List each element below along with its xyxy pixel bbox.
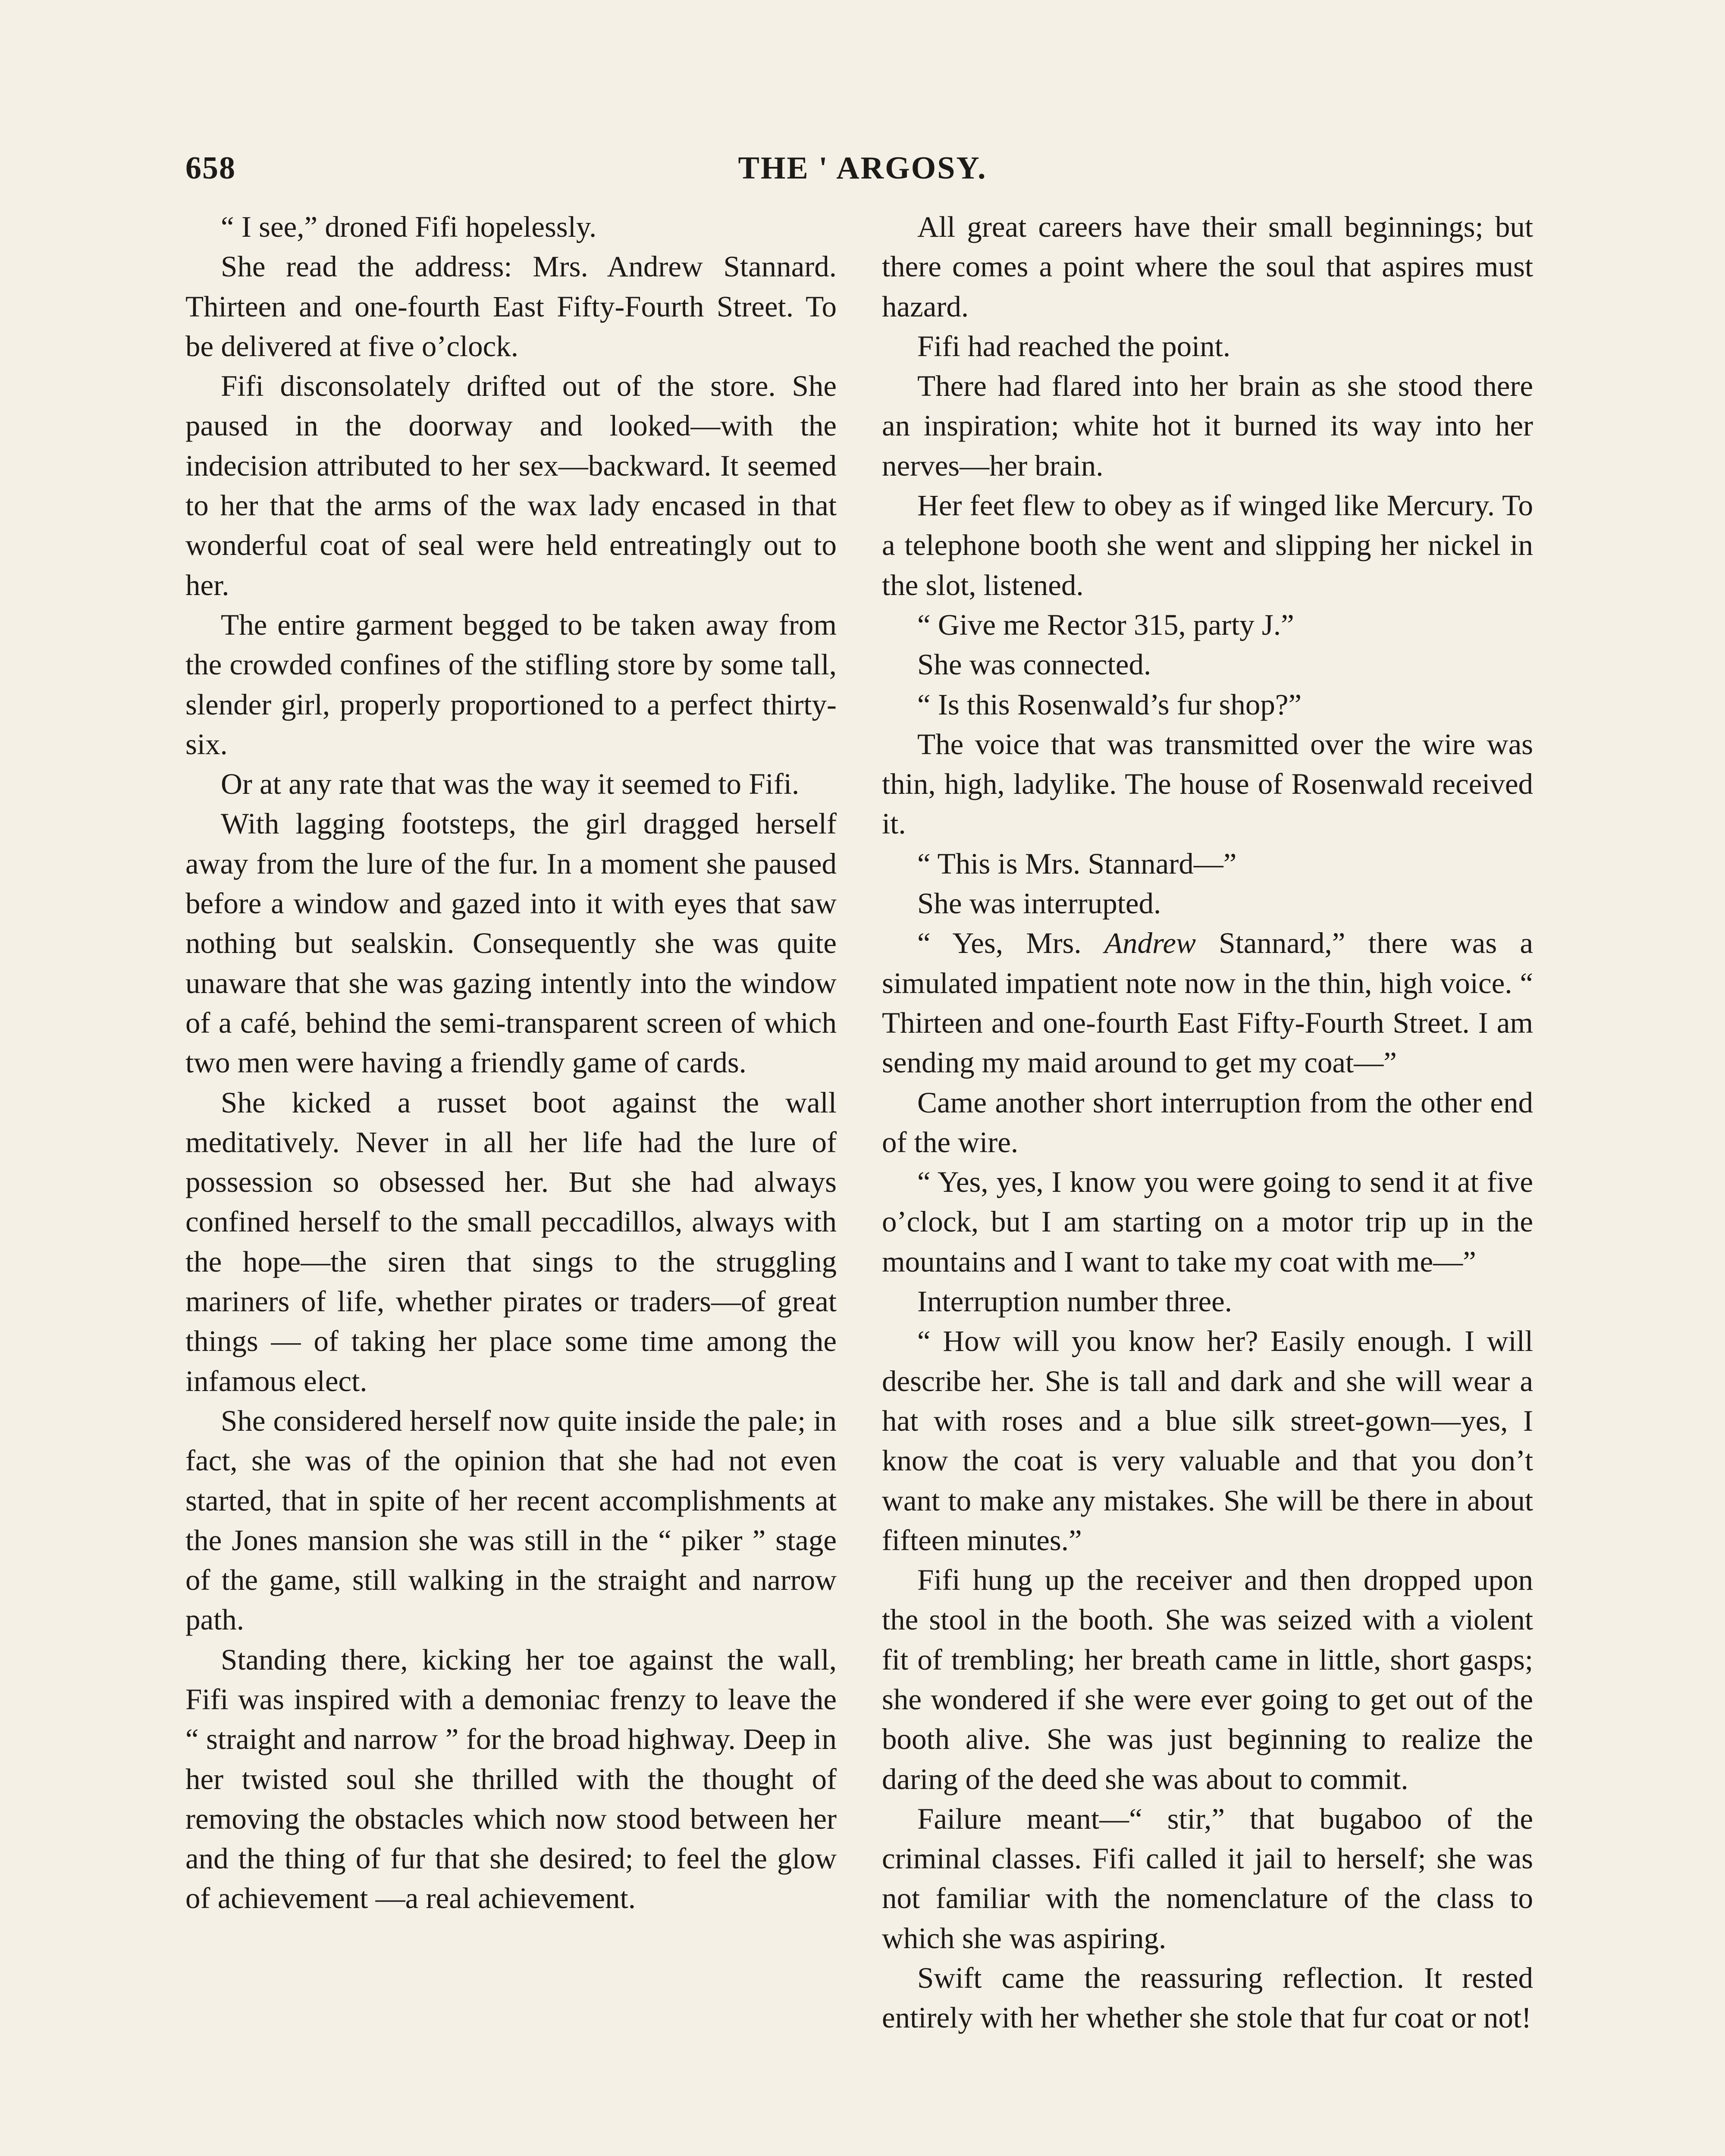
paragraph: “ This is Mrs. Stannard—” [917,847,1237,880]
paragraph: The voice that was transmitted over the wire was thin, high, ladylike. The house of Rosenwald received it. [882,727,1533,840]
paragraph: Fifi disconsolately drifted out of the store. She paused in the doorway and looked—with the indecision attributed to her sex—backward. It seemed to her that the arms of the wax lady encased in that wonderful coat of seal were held entreatingly out to her. [185,370,837,602]
paragraph: She was interrupted. [917,887,1161,920]
paragraph-italic-andrew [882,923,1533,1082]
running-head: THE ' ARGOSY. [738,150,987,186]
paragraph: Standing there, kicking her toe against the wall, Fifi was inspired with a demoniac frenzy to leave the “ straight and narrow ” for the broad highway. Deep in her twisted soul she thrilled with the thought of removing the obstacles which now stood between her and the thing of fur that she desired; to feel the glow of achievement —a real achievement. [185,1643,837,1915]
paragraph: She considered herself now quite inside the pale; in fact, she was of the opinion that she had not even started, that in spite of her recent accomplishments at the Jones mansion she was still in the “ piker ” stage of the game, still walking in the straight and narrow path. [185,1404,837,1636]
right-column [882,207,1533,2038]
paragraph: Came another short interruption from the other end of the wire. [882,1086,1533,1159]
page-number: 658 [185,150,236,186]
paragraph: “ How will you know her? Easily enough. I will describe her. She is tall and dark and she will wear a hat with roses and a blue silk street-gown—yes, I know the coat is very valuable and that you don’t want to make any mistakes. She will be there in about fifteen minutes.” [882,1325,1533,1557]
text-run: Stannard,” there was a simulated impatient note now in the thin, high voice. “ Thirteen and one-fourth East Fifty-Fourth Street. I am sending my maid around to get my coat—” [882,927,1533,1079]
paragraph: “ I see,” droned Fifi hopelessly. [221,210,597,243]
paragraph: She kicked a russet boot against the wall meditatively. Never in all her life had the lure of possession so obsessed her. But she had always confined herself to the small peccadillos, always with the hope—the siren that sings to the struggling mariners of life, whether pirates or traders—of great things — of taking her place some time among the infamous elect. [185,1086,837,1398]
text-run: “ Yes, Mrs. [917,927,1104,960]
paragraph: “ Is this Rosenwald’s fur shop?” [917,688,1302,721]
paragraph: Failure meant—“ stir,” that bugaboo of the criminal classes. Fifi called it jail to herself; she was not familiar with the nomenclature of the class to which she was aspiring. [882,1802,1533,1955]
paragraph: Or at any rate that was the way it seemed to Fifi. [221,768,800,801]
paragraph: Fifi hung up the receiver and then dropped upon the stool in the booth. She was seized with a violent fit of trembling; her breath came in little, short gasps; she wondered if she were ever going to get out of the booth alive. She was just beginning to realize the daring of the deed she was about to commit. [882,1564,1533,1796]
paragraph: She read the address: Mrs. Andrew Stannard. Thirteen and one-fourth East Fifty-Fourth Street. To be delivered at five o’clock. [185,250,837,363]
paragraph: “ Yes, yes, I know you were going to send it at five o’clock, but I am starting on a motor trip up in the mountains and I want to take my coat with me—” [882,1166,1533,1278]
paragraph: “ Give me Rector 315, party J.” [917,608,1294,641]
paragraph: The entire garment begged to be taken away from the crowded confines of the stifling store by some tall, slender girl, properly proportioned to a perfect thirty-six. [185,608,837,761]
page-header [185,144,1540,192]
paragraph: She was connected. [917,648,1151,681]
left-column [185,207,837,1918]
italic-name: Andrew [1104,927,1196,960]
paragraph: Swift came the reassuring reflection. It rested entirely with her whether she stole that fur coat or not! [882,1962,1533,2034]
paragraph: Fifi had reached the point. [917,329,1231,363]
paragraph: There had flared into her brain as she stood there an inspiration; white hot it burned its way into her nerves—her brain. [882,370,1533,482]
paragraph: All great careers have their small beginnings; but there comes a point where the soul that aspires must hazard. [882,210,1533,323]
paragraph: Interruption number three. [917,1285,1232,1318]
paragraph: With lagging footsteps, the girl dragged herself away from the lure of the fur. In a moment she paused before a window and gazed into it with eyes that saw nothing but sealskin. Consequently she was quite unaware that she was gazing intently into the window of a café, behind the semi-transparent screen of which two men were having a friendly game of cards. [185,807,837,1079]
paragraph: Her feet flew to obey as if winged like Mercury. To a telephone booth she went and slipping her nickel in the slot, listened. [882,489,1533,602]
